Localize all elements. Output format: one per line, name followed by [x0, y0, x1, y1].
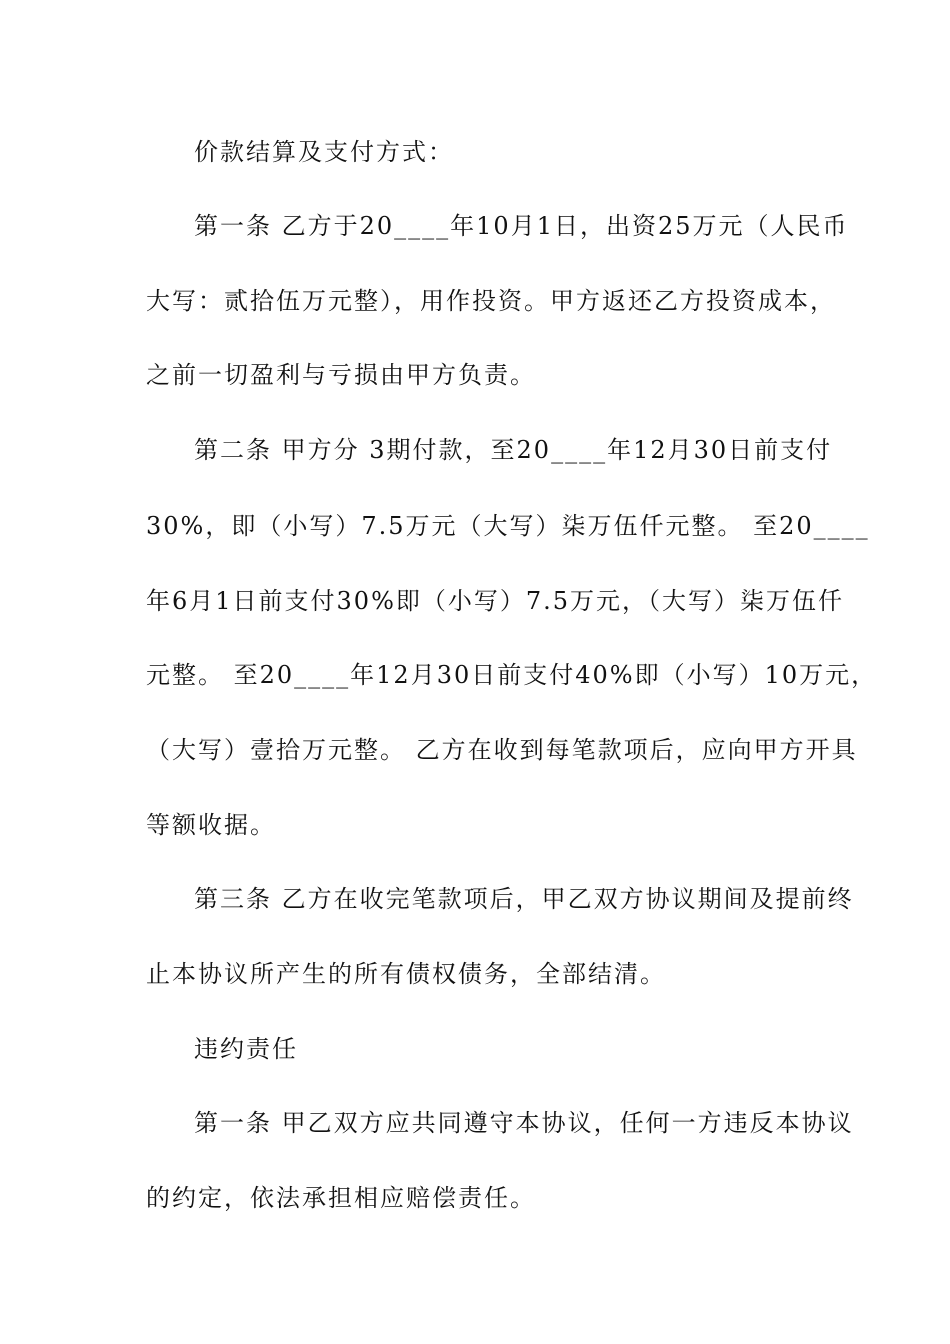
payment-article-2-line-2: 30%，即（小写）7.5万元（大写）柒万伍仟元整。 至20____: [146, 512, 870, 540]
payment-article-2-line-6: 等额收据。: [146, 811, 276, 839]
payment-article-2-line-1: 第二条 甲方分 3期付款，至20____年12月30日前支付: [194, 436, 833, 464]
payment-article-1-line-2: 大写：贰拾伍万元整），用作投资。甲方返还乙方投资成本，: [146, 287, 836, 315]
payment-article-1-line-3: 之前一切盈利与亏损由甲方负责。: [146, 361, 536, 389]
section-heading-liability: 违约责任: [194, 1035, 298, 1063]
payment-article-2-line-4: 元整。 至20____年12月30日前支付40%即（小写）10万元，: [146, 661, 878, 689]
payment-article-3-line-2: 止本协议所产生的所有债权债务，全部结清。: [146, 960, 666, 988]
liability-article-1-line-1: 第一条 甲乙双方应共同遵守本协议，任何一方违反本协议: [194, 1109, 854, 1137]
payment-article-3-line-1: 第三条 乙方在收完笔款项后，甲乙双方协议期间及提前终: [194, 885, 854, 913]
liability-article-1-line-2: 的约定，依法承担相应赔偿责任。: [146, 1184, 536, 1212]
payment-article-1-line-1: 第一条 乙方于20____年10月1日，出资25万元（人民币: [194, 212, 849, 240]
payment-article-2-line-5: （大写）壹拾万元整。 乙方在收到每笔款项后，应向甲方开具: [146, 736, 858, 764]
section-heading-payment: 价款结算及支付方式：: [194, 138, 454, 166]
payment-article-2-line-3: 年6月1日前支付30%即（小写）7.5万元，（大写）柒万伍仟: [146, 587, 845, 615]
